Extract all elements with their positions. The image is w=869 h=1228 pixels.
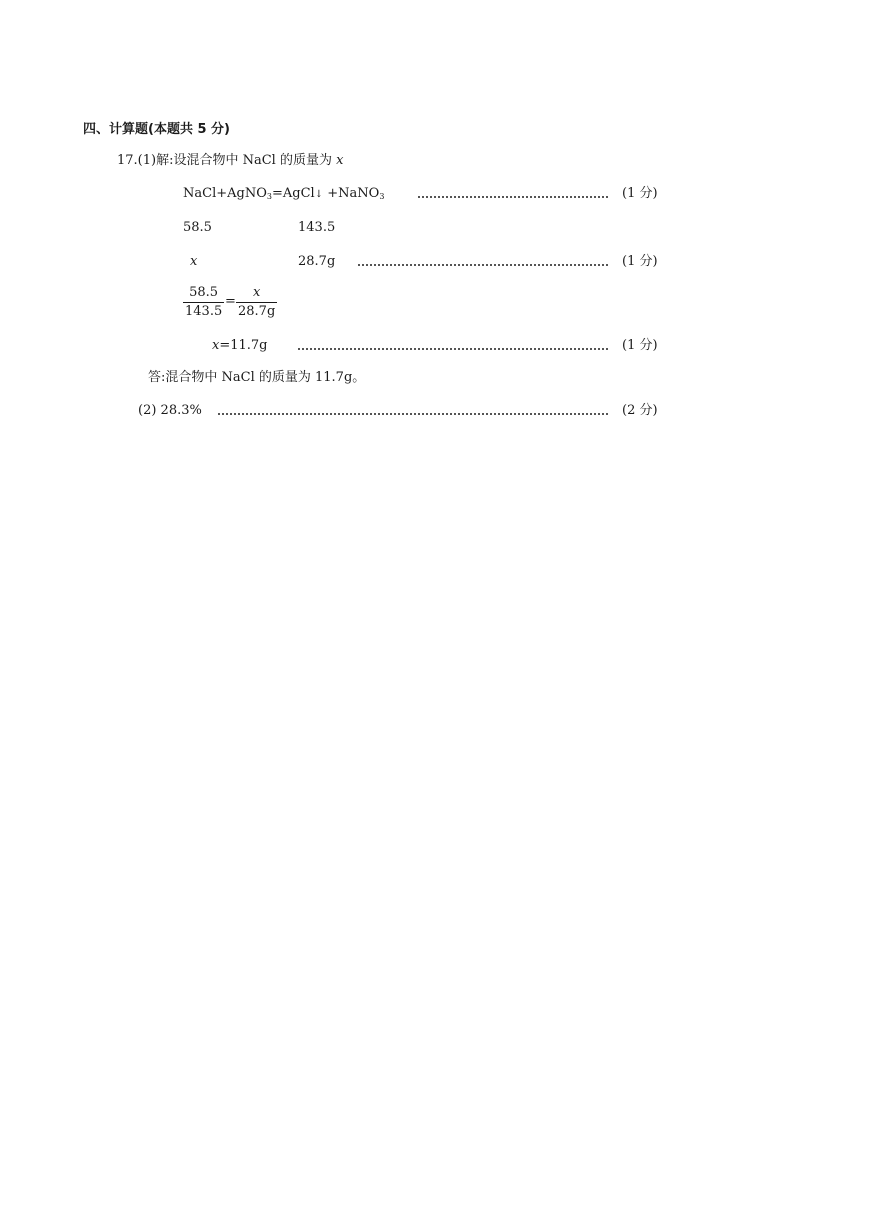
part2-answer: (2) 28.3% [138,403,202,418]
dotted-leader [358,264,608,266]
question-intro [117,153,343,169]
product-agcl: AgCl [282,186,315,201]
result-value: =11.7g [219,338,268,353]
fraction-numerator: 58.5 [183,285,224,303]
chemical-equation [183,186,384,205]
product-nano3: NaNO [338,186,380,201]
plus-sign: + [327,186,339,201]
molar-mass-agcl: 143.5 [298,220,336,235]
proportion-equals: = [225,294,236,309]
subscript-3: 3 [379,192,385,201]
equals-sign: = [271,186,283,201]
reactant-nacl: NaCl [183,186,217,201]
score-label: (1 分) [622,338,658,353]
plus-sign: + [216,186,228,201]
subscript-3: 3 [266,192,272,201]
fraction-left [183,285,224,320]
section-heading: 四、计算题(本题共 5 分) [83,122,230,137]
known-mass: 28.7g [298,254,336,269]
fraction-right [236,285,277,320]
question-intro-text: 17.(1)解:设混合物中 NaCl 的质量为 [117,153,337,168]
dotted-leader [418,196,608,198]
unknown-mass: x [190,254,198,269]
score-label: (1 分) [622,186,658,201]
fraction-numerator: x [236,285,277,303]
reactant-agno3: AgNO [227,186,267,201]
result-variable: x [212,338,220,353]
fraction-denominator: 143.5 [185,304,223,319]
dotted-leader [218,413,608,415]
intro-variable: x [336,153,344,168]
dotted-leader [298,348,608,350]
fraction-denominator: 28.7g [238,304,276,319]
score-label: (1 分) [622,254,658,269]
precipitate-arrow-icon: ↓ [314,189,324,200]
molar-mass-nacl: 58.5 [183,220,212,235]
score-label: (2 分) [622,403,658,418]
result-line [212,338,268,354]
answer-statement: 答:混合物中 NaCl 的质量为 11.7g。 [148,370,366,385]
